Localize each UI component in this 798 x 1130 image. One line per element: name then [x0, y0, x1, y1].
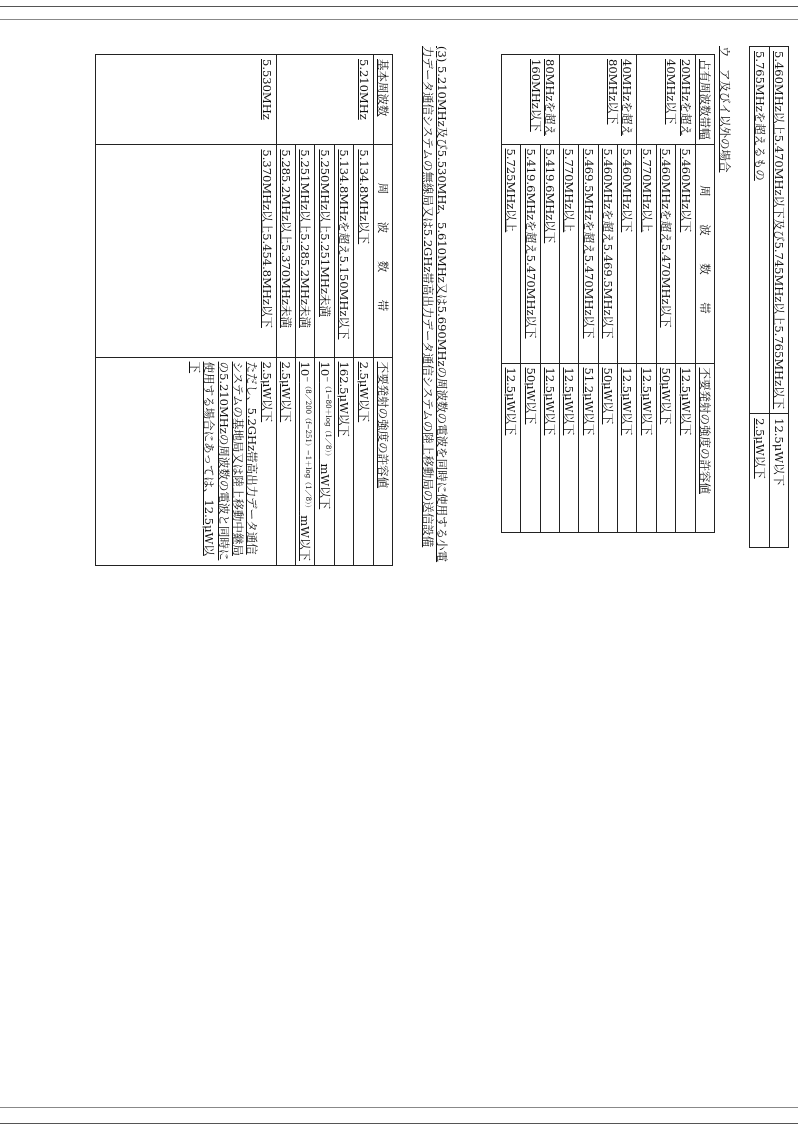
header-emission-limit: 不要発射の強度の許容値 — [373, 357, 392, 565]
emission-limit-cell: 12.5μW以下 — [540, 363, 559, 532]
table-row — [354, 55, 373, 566]
section-heading-u: ウ ア及びイ以外の場合 — [718, 46, 732, 173]
bandwidth-cell: 80MHzを超え160MHz以下 — [501, 55, 559, 145]
frequency-band-cell: 5.419.6MHzを超え5.470MHz以下 — [521, 144, 540, 363]
top-rule — [0, 6, 798, 7]
emission-limit-cell: 162.5μW以下 — [334, 357, 353, 565]
frequency-band-cell: 5.134.8MHz以下 — [354, 145, 373, 357]
header-emission-limit: 不要発射の強度の許容値 — [695, 363, 714, 532]
emission-limit-cell: 12.5μW以下 — [618, 363, 637, 532]
emission-limit-cell: 51.2μW以下 — [579, 363, 598, 532]
power-unit: mW以下 — [317, 463, 332, 510]
frequency-band-cell: 5.725MHz以上 — [501, 144, 520, 363]
emission-limit-cell: 2.5μW以下 — [354, 357, 373, 565]
frequency-band-cell: 5.460MHzを超え5.469.5MHz以下 — [598, 144, 617, 363]
emission-limit-cell: 50μW以下 — [656, 363, 675, 532]
table-row — [618, 55, 637, 533]
base-frequency-cell: 5.210MHz — [276, 55, 373, 145]
emission-limit-cell: 12.5μW以下 — [501, 363, 520, 532]
frequency-band-cell: 5.419.6MHz以下 — [540, 144, 559, 363]
emission-limit-cell: 2.5μW以下 — [276, 357, 295, 565]
table-header-row — [373, 55, 392, 566]
power-base: 10⁻ — [298, 361, 313, 383]
table-row — [95, 55, 276, 566]
power-exponent: （8／200（f−251）−1＋log（1／8）） — [304, 382, 313, 512]
frequency-band-cell: 5.251MHz以上5.285.2MHz未満 — [296, 145, 315, 357]
emission-limit-cell — [315, 357, 334, 565]
frequency-band-cell: 5.770MHz以上 — [637, 144, 656, 363]
frequency-band-cell: 5.460MHz以下 — [618, 144, 637, 363]
power-base: 10⁻ — [317, 361, 332, 383]
frequency-band-cell: 5.770MHz以上 — [560, 144, 579, 363]
top-rule-inner — [0, 19, 798, 20]
emission-limit-value: 2.5μW以下 — [259, 361, 274, 423]
table-row — [769, 47, 788, 548]
frequency-band-cell: 5.765MHzを超えるもの — [750, 47, 769, 414]
emission-limit-cell: 12.5μW以下 — [769, 414, 788, 548]
base-frequency-cell: 5.530MHz — [95, 55, 276, 145]
emission-limit-cell: 50μW以下 — [598, 363, 617, 532]
header-base-frequency: 基本周波数 — [373, 55, 392, 145]
frequency-band-cell: 5.460MHz以上5.470MHz以下及び5.745MHz以上5.765MHz以下 — [769, 47, 788, 414]
bottom-rule-inner — [0, 1107, 798, 1108]
emission-limit-cell: 12.5μW以下 — [560, 363, 579, 532]
bandwidth-emission-table — [501, 54, 715, 533]
emission-limit-cell: 12.5μW以下 — [637, 363, 656, 532]
bandwidth-cell: 40MHzを超え80MHz以下 — [560, 55, 638, 145]
table-row — [676, 55, 695, 533]
emission-limit-cell — [95, 357, 276, 565]
table-row — [540, 55, 559, 533]
frequency-band-cell: 5.469.5MHzを超え5.470MHz以下 — [579, 144, 598, 363]
table-header-row — [695, 55, 714, 533]
header-bandwidth: 占有周波数帯幅 — [695, 55, 714, 145]
base-frequency-emission-table — [95, 54, 393, 566]
spurious-emission-table-continued — [749, 46, 789, 548]
power-exponent: （1−80＋log（1／8）） — [323, 382, 332, 460]
bandwidth-cell: 20MHzを超え40MHz以下 — [637, 55, 695, 145]
emission-limit-cell — [296, 357, 315, 565]
frequency-band-cell: 5.250MHz以上5.251MHz未満 — [315, 145, 334, 357]
frequency-band-cell: 5.460MHzを超え5.470MHz以下 — [656, 144, 675, 363]
paragraph-text: 5.210MHz及び5.530MHz、5.610MHz又は5.690MHzの周波数の電波を同時に使用する小電力データ通信システムの無線局又は5.2GHz帯高出力データ通信システムの陸上移動局の送信設備 — [420, 46, 449, 563]
emission-limit-note: ただし、5.2GHz帯高出力データ通信システムの基地局又は陸上移動中継局の5.210MHzの周波数の電波と同時に使用する場合にあっては、12.5μW以下 — [187, 361, 260, 561]
frequency-band-cell: 5.134.8MHzを超え5.150MHz以下 — [334, 145, 353, 357]
emission-limit-cell: 12.5μW以下 — [676, 363, 695, 532]
emission-limit-cell: 2.5μW以下 — [750, 414, 769, 548]
frequency-band-cell: 5.460MHz以下 — [676, 144, 695, 363]
frequency-band-cell: 5.285.2MHz以上5.370MHz未満 — [276, 145, 295, 357]
emission-limit-cell: 50μW以下 — [521, 363, 540, 532]
rotated-document-content — [0, 46, 798, 566]
header-frequency-band: 周 波 数 帯 — [373, 145, 392, 357]
table-row — [750, 47, 769, 548]
paragraph-3 — [420, 46, 449, 566]
power-unit: mW以下 — [298, 515, 313, 561]
paragraph-number: (3) — [435, 46, 449, 63]
frequency-band-cell: 5.370MHz以上5.454.8MHz以下 — [95, 145, 276, 357]
bottom-rule — [0, 1123, 798, 1124]
header-frequency-band: 周 波 数 帯 — [695, 144, 714, 363]
